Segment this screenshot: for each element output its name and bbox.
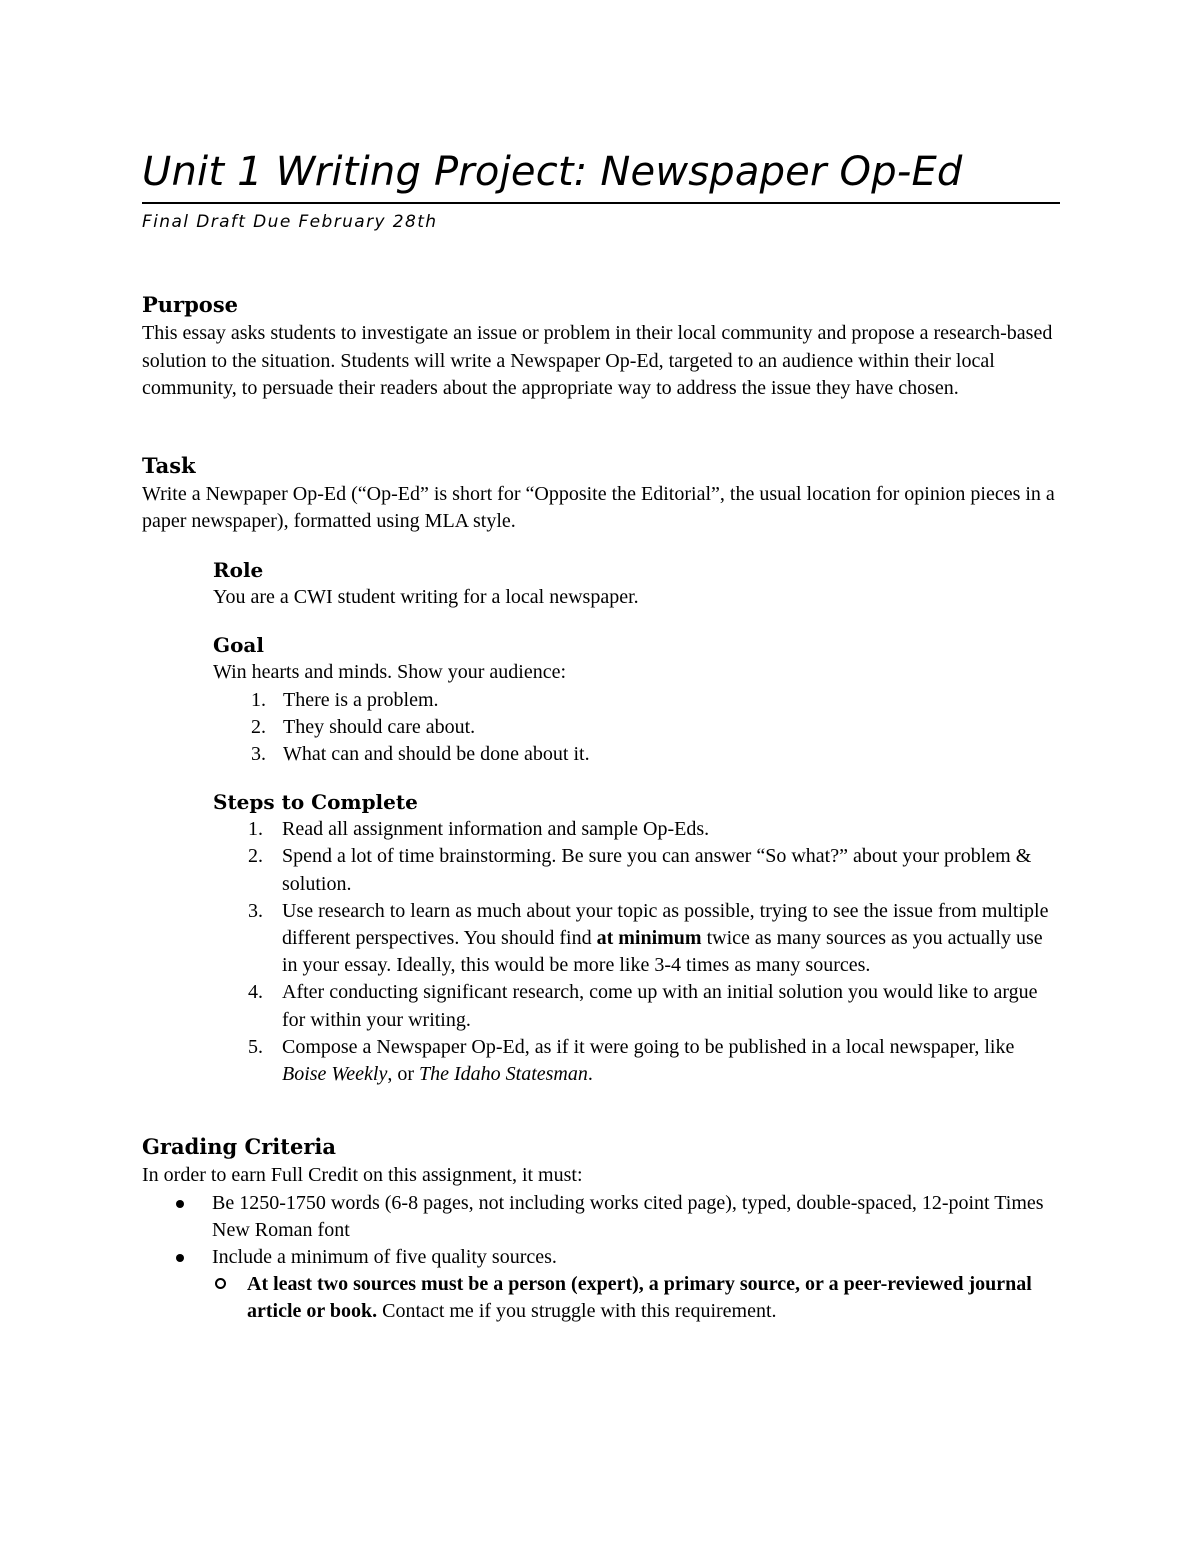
list-item: 1. Read all assignment information and sample Op-Eds. — [248, 818, 710, 841]
list-item: Be 1250-1750 words (6-8 pages, not including works cited page), typed, double-spaced, 12-point Times New Roman font — [142, 1190, 1060, 1244]
bullet-icon — [176, 1200, 184, 1208]
grading-list — [142, 1190, 1060, 1326]
due-date-subtitle: Final Draft Due February 28th — [142, 212, 438, 232]
goal-intro: Win hearts and minds. Show your audience: — [213, 661, 567, 683]
role-heading: Role — [213, 557, 264, 582]
goal-list — [213, 687, 1060, 769]
list-item: 2. Spend a lot of time brainstorming. Be sure you can answer “So what?” about your problem & solution. — [248, 845, 1032, 895]
list-item: 3. Use research to learn as much about your topic as possible, trying to see the issue from multiple different perspectives. You should find at minimum twice as many sources as you actually use in your essay. Ideally, this would be more like 3-4 times as many sources. — [248, 899, 1049, 977]
grading-heading: Grading Criteria — [142, 1134, 336, 1160]
purpose-section — [142, 290, 1060, 403]
steps-heading: Steps to Complete — [213, 790, 418, 815]
list-item: Include a minimum of five quality sources. At least two sources must be a person (expert), a primary source, or a peer-reviewed journal article or book. Contact me if you struggle with this requirement. — [142, 1244, 1060, 1326]
list-item: 2. They should care about. — [251, 715, 476, 738]
steps-list — [142, 816, 1060, 1088]
task-heading: Task — [142, 452, 196, 478]
steps-block — [213, 788, 1060, 1088]
grading-section — [142, 1132, 1060, 1326]
list-item: 5. Compose a Newspaper Op-Ed, as if it were going to be published in a local newspaper, like Boise Weekly, or The Idaho Statesman. — [248, 1035, 1015, 1085]
grading-intro: In order to earn Full Credit on this assignment, it must: — [142, 1164, 583, 1187]
bullet-icon — [176, 1254, 184, 1262]
role-text: You are a CWI student writing for a local newspaper. — [213, 585, 639, 608]
task-section — [142, 451, 1060, 1089]
list-item: 3. What can and should be done about it. — [251, 742, 590, 765]
document-page — [142, 140, 1060, 1326]
list-item: At least two sources must be a person (expert), a primary source, or a peer-reviewed journal article or book. Contact me if you struggle with this requirement. — [212, 1271, 1060, 1325]
hollow-bullet-icon — [215, 1278, 226, 1289]
role-block — [213, 556, 1060, 612]
list-item: 4. After conducting significant research, come up with an initial solution you would like to argue for within your writing. — [248, 981, 1038, 1031]
goal-heading: Goal — [213, 633, 264, 657]
list-item: 1. There is a problem. — [251, 688, 439, 711]
document-title: Unit 1 Writing Project: Newspaper Op-Ed — [142, 140, 1060, 204]
task-text: Write a Newpaper Op-Ed (“Op-Ed” is short for “Opposite the Editorial”, the usual location for opinion pieces in a paper newspaper), formatted using MLA style. — [142, 482, 1055, 532]
purpose-text: This essay asks students to investigate an issue or problem in their local community and propose a research-based solution to the situation. Students will write a Newspaper Op-Ed, targeted to an audience within their local community, to persuade their readers about the appropriate way to address the issue they have chosen. — [142, 322, 1053, 399]
purpose-heading: Purpose — [142, 292, 238, 317]
goal-block — [213, 631, 1060, 768]
grading-sub-list — [212, 1271, 1060, 1325]
